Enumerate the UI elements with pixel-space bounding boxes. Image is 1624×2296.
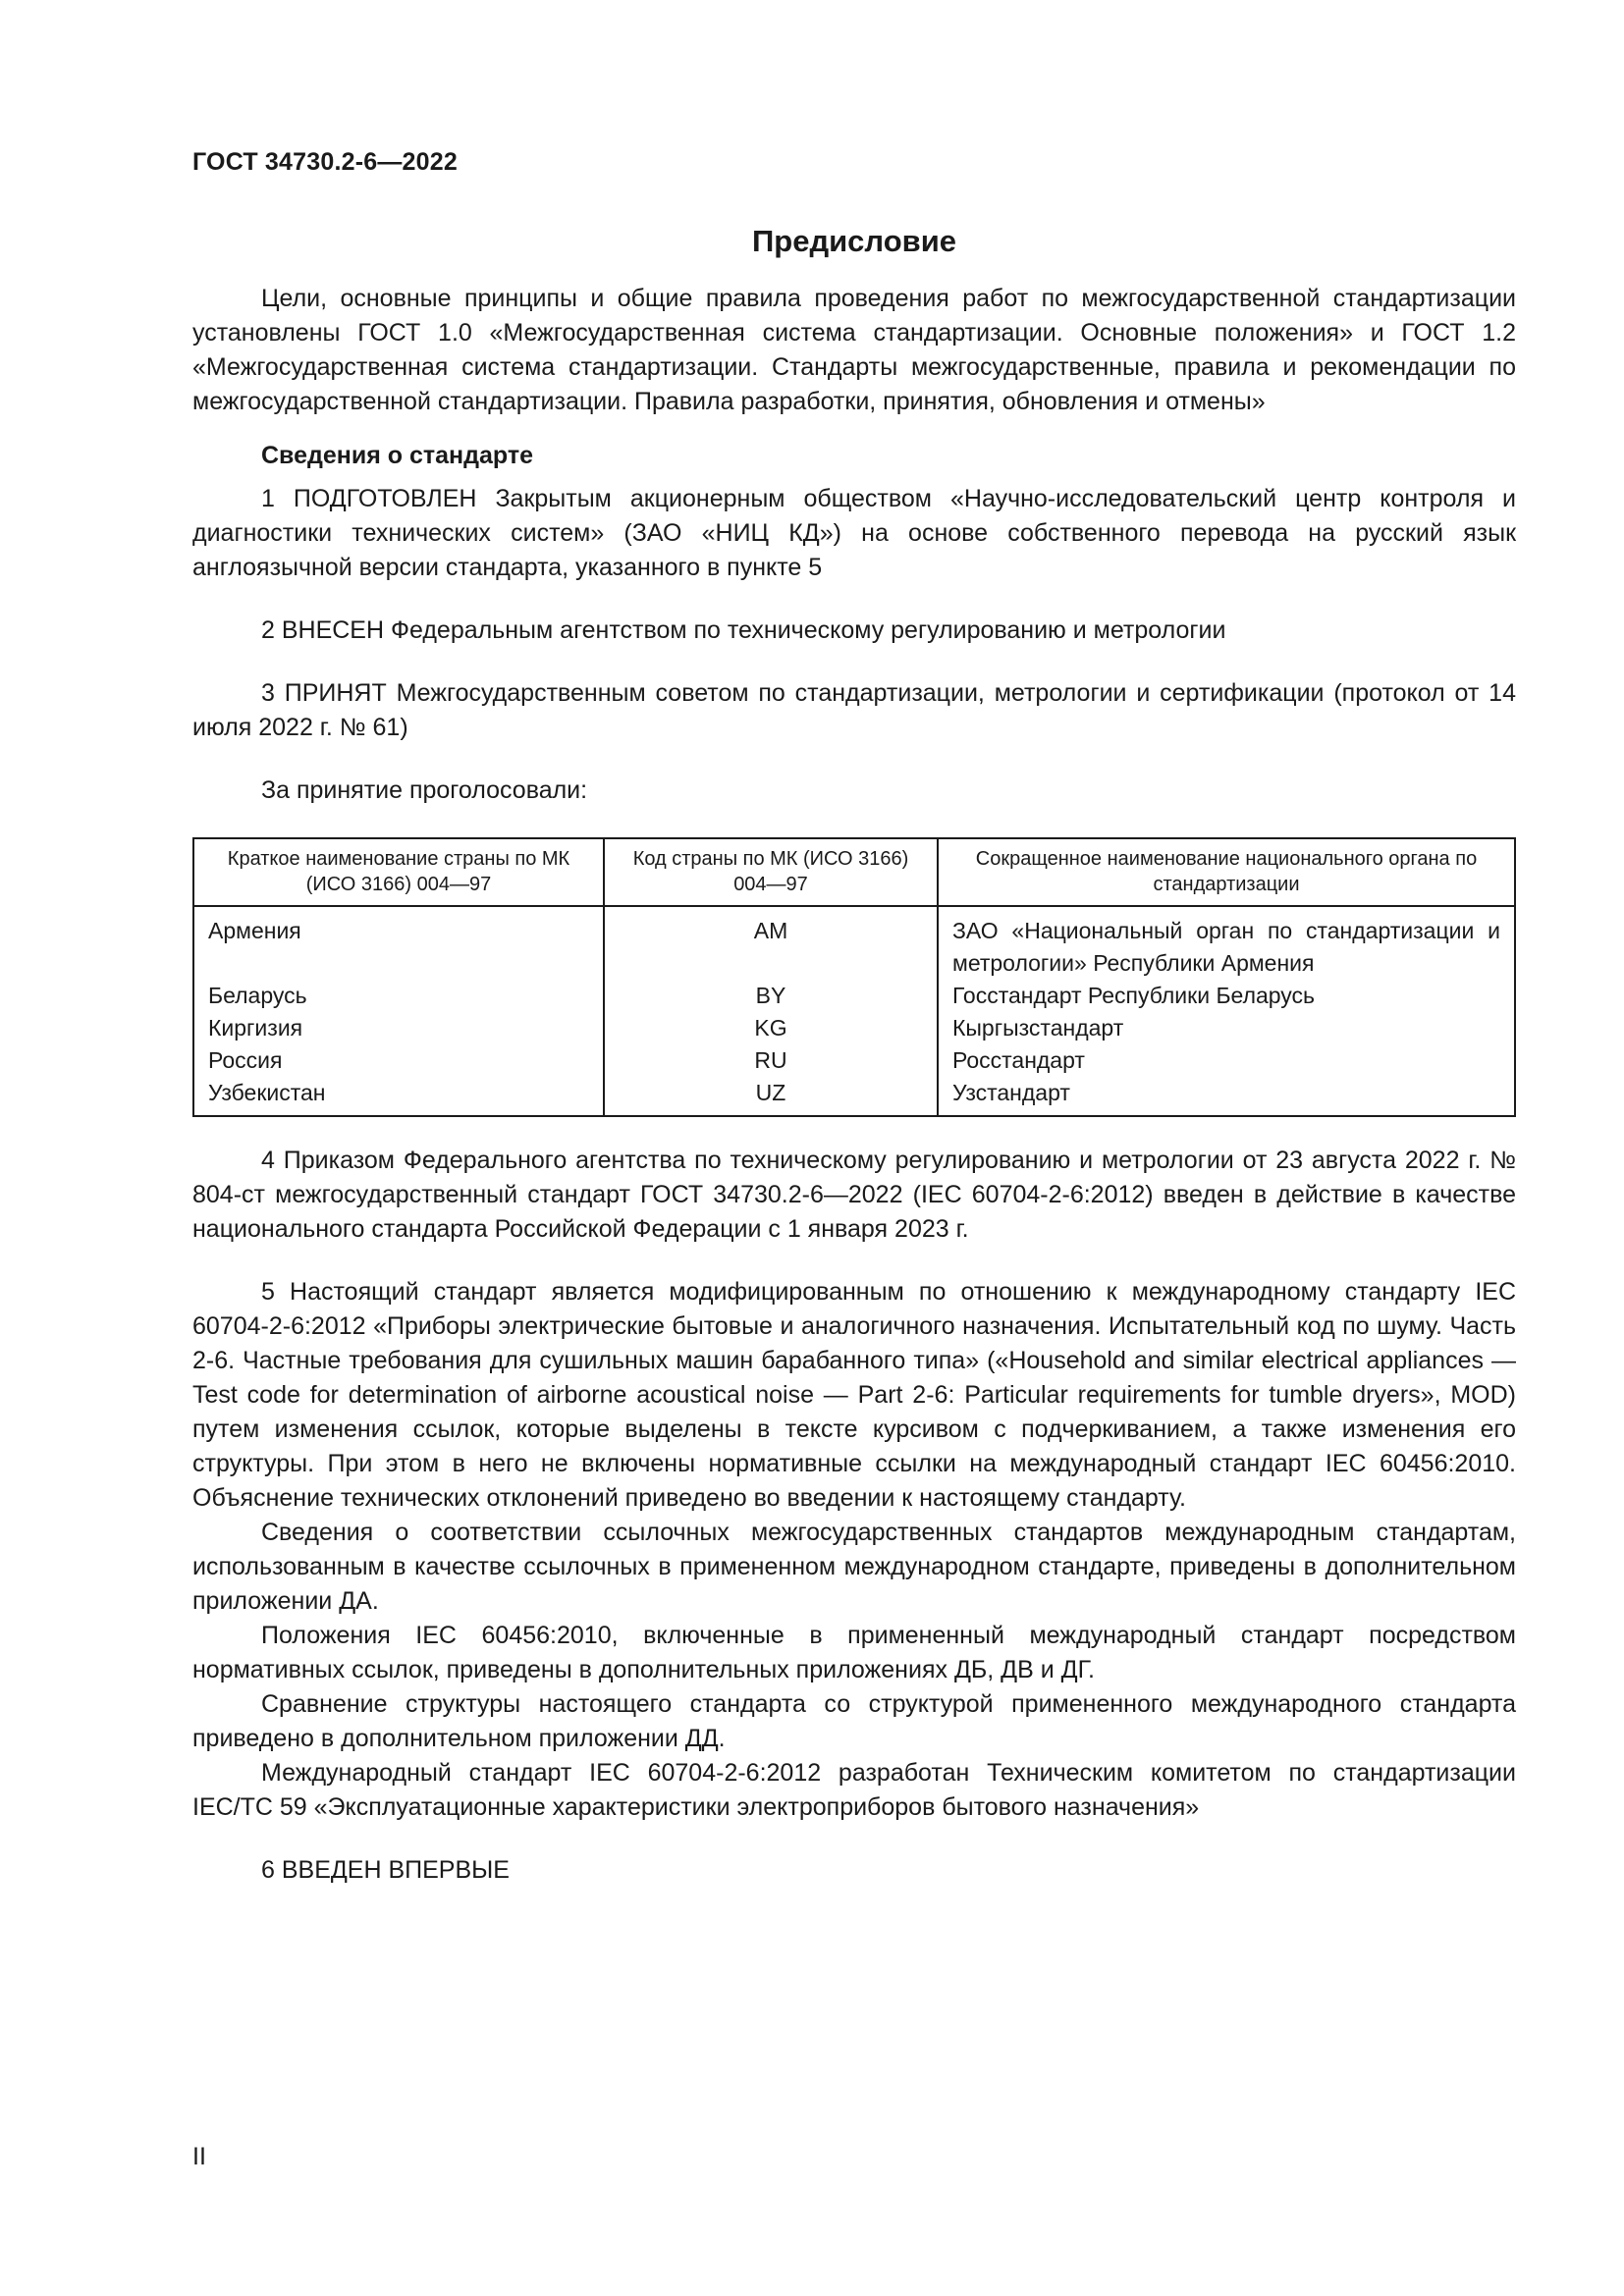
table-header-row [193, 838, 1515, 906]
standards-body: Узстандарт [938, 1077, 1515, 1116]
table-header-code: Код страны по МК (ИСО 3166) 004—97 [604, 838, 938, 906]
table-row [193, 1012, 1515, 1044]
voted-label: За принятие проголосовали: [261, 776, 588, 804]
item-6-paragraph: 6 ВВЕДЕН ВПЕРВЫЕ [261, 1856, 510, 1884]
page-title: Предисловие [751, 224, 956, 258]
table-row [193, 980, 1515, 1012]
table-header-country: Краткое наименование страны по МК (ИСО 3166) 004—97 [193, 838, 604, 906]
item-5-references-paragraph: Сведения о соответствии ссылочных межгосударственных стандартов международным стандартам, использованным в качестве ссылочных в примененном международном стандарте, приведены в дополнительном приложении ДА. [192, 1519, 1516, 1615]
country-code: BY [604, 980, 938, 1012]
standards-body: Кыргызстандарт [938, 1012, 1515, 1044]
table-row [193, 1077, 1515, 1116]
foreword-content [192, 222, 1516, 1888]
country-code: KG [604, 1012, 938, 1044]
country-name: Узбекистан [193, 1077, 604, 1116]
intro-paragraph: Цели, основные принципы и общие правила проведения работ по межгосударственной стандартизации установлены ГОСТ 1.0 «Межгосударственная система стандартизации. Основные положения» и ГОСТ 1.2 «Межгосударственная система стандартизации. Стандарты межгосударственные, правила и рекомендации по межгосударственной стандартизации. Правила разработки, принятия, обновления и отмены» [192, 285, 1516, 415]
voting-countries-table [192, 837, 1516, 1117]
table-row [193, 906, 1515, 980]
standards-body: ЗАО «Национальный орган по стандартизации и метрологии» Республики Армения [938, 906, 1515, 980]
country-code: AM [604, 906, 938, 980]
standards-body: Госстандарт Республики Беларусь [938, 980, 1515, 1012]
table-header-organization: Сокращенное наименование национального органа по стандартизации [938, 838, 1515, 906]
item-5-committee-paragraph: Международный стандарт IEC 60704-2-6:2012 разработан Техническим комитетом по стандартизации IEC/TC 59 «Эксплуатационные характеристики электроприборов бытового назначения» [192, 1759, 1516, 1821]
item-5-structure-paragraph: Сравнение структуры настоящего стандарта со структурой примененного международного стандарта приведено в дополнительном приложении ДД. [192, 1690, 1516, 1752]
country-code: RU [604, 1044, 938, 1077]
country-code: UZ [604, 1077, 938, 1116]
table-row [193, 1044, 1515, 1077]
country-name: Беларусь [193, 980, 604, 1012]
country-name: Россия [193, 1044, 604, 1077]
item-2-paragraph: 2 ВНЕСЕН Федеральным агентством по техническому регулированию и метрологии [261, 616, 1226, 644]
item-5-paragraph: 5 Настоящий стандарт является модифицированным по отношению к международному стандарту IEC 60704-2-6:2012 «Приборы электрические бытовые и аналогичного назначения. Испытательный код по шуму. Часть 2-6. Частные требования для сушильных машин барабанного типа» («Household and similar electrical appliances — Test code for determination of airborne acoustical noise — Part 2-6: Particular requirements for tumble dryers», MOD) путем изменения ссылок, которые выделены в тексте курсивом с подчеркиванием, а также изменения его структуры. При этом в него не включены нормативные ссылки на международный стандарт IEC 60456:2010. Объяснение технических отклонений приведено во введении к настоящему стандарту. [192, 1278, 1516, 1512]
item-3-paragraph: 3 ПРИНЯТ Межгосударственным советом по стандартизации, метрологии и сертификации (протокол от 14 июля 2022 г. № 61) [192, 679, 1516, 741]
page-number: II [192, 2143, 206, 2170]
item-4-paragraph: 4 Приказом Федерального агентства по техническому регулированию и метрологии от 23 августа 2022 г. № 804-ст межгосударственный стандарт ГОСТ 34730.2-6—2022 (IEC 60704-2-6:2012) введен в действие в качестве национального стандарта Российской Федерации с 1 января 2023 г. [192, 1147, 1516, 1243]
country-name: Армения [193, 906, 604, 980]
standards-body: Росстандарт [938, 1044, 1515, 1077]
section-heading: Сведения о стандарте [261, 442, 534, 469]
item-5-annex-paragraph: Положения IEC 60456:2010, включенные в примененный международный стандарт посредством нормативных ссылок, приведены в дополнительных приложениях ДБ, ДВ и ДГ. [192, 1622, 1516, 1683]
country-name: Киргизия [193, 1012, 604, 1044]
document-code-header: ГОСТ 34730.2-6—2022 [192, 148, 458, 176]
item-1-paragraph: 1 ПОДГОТОВЛЕН Закрытым акционерным обществом «Научно-исследовательский центр контроля и диагностики технических систем» (ЗАО «НИЦ КД») на основе собственного перевода на русский язык англоязычной версии стандарта, указанного в пункте 5 [192, 485, 1516, 581]
